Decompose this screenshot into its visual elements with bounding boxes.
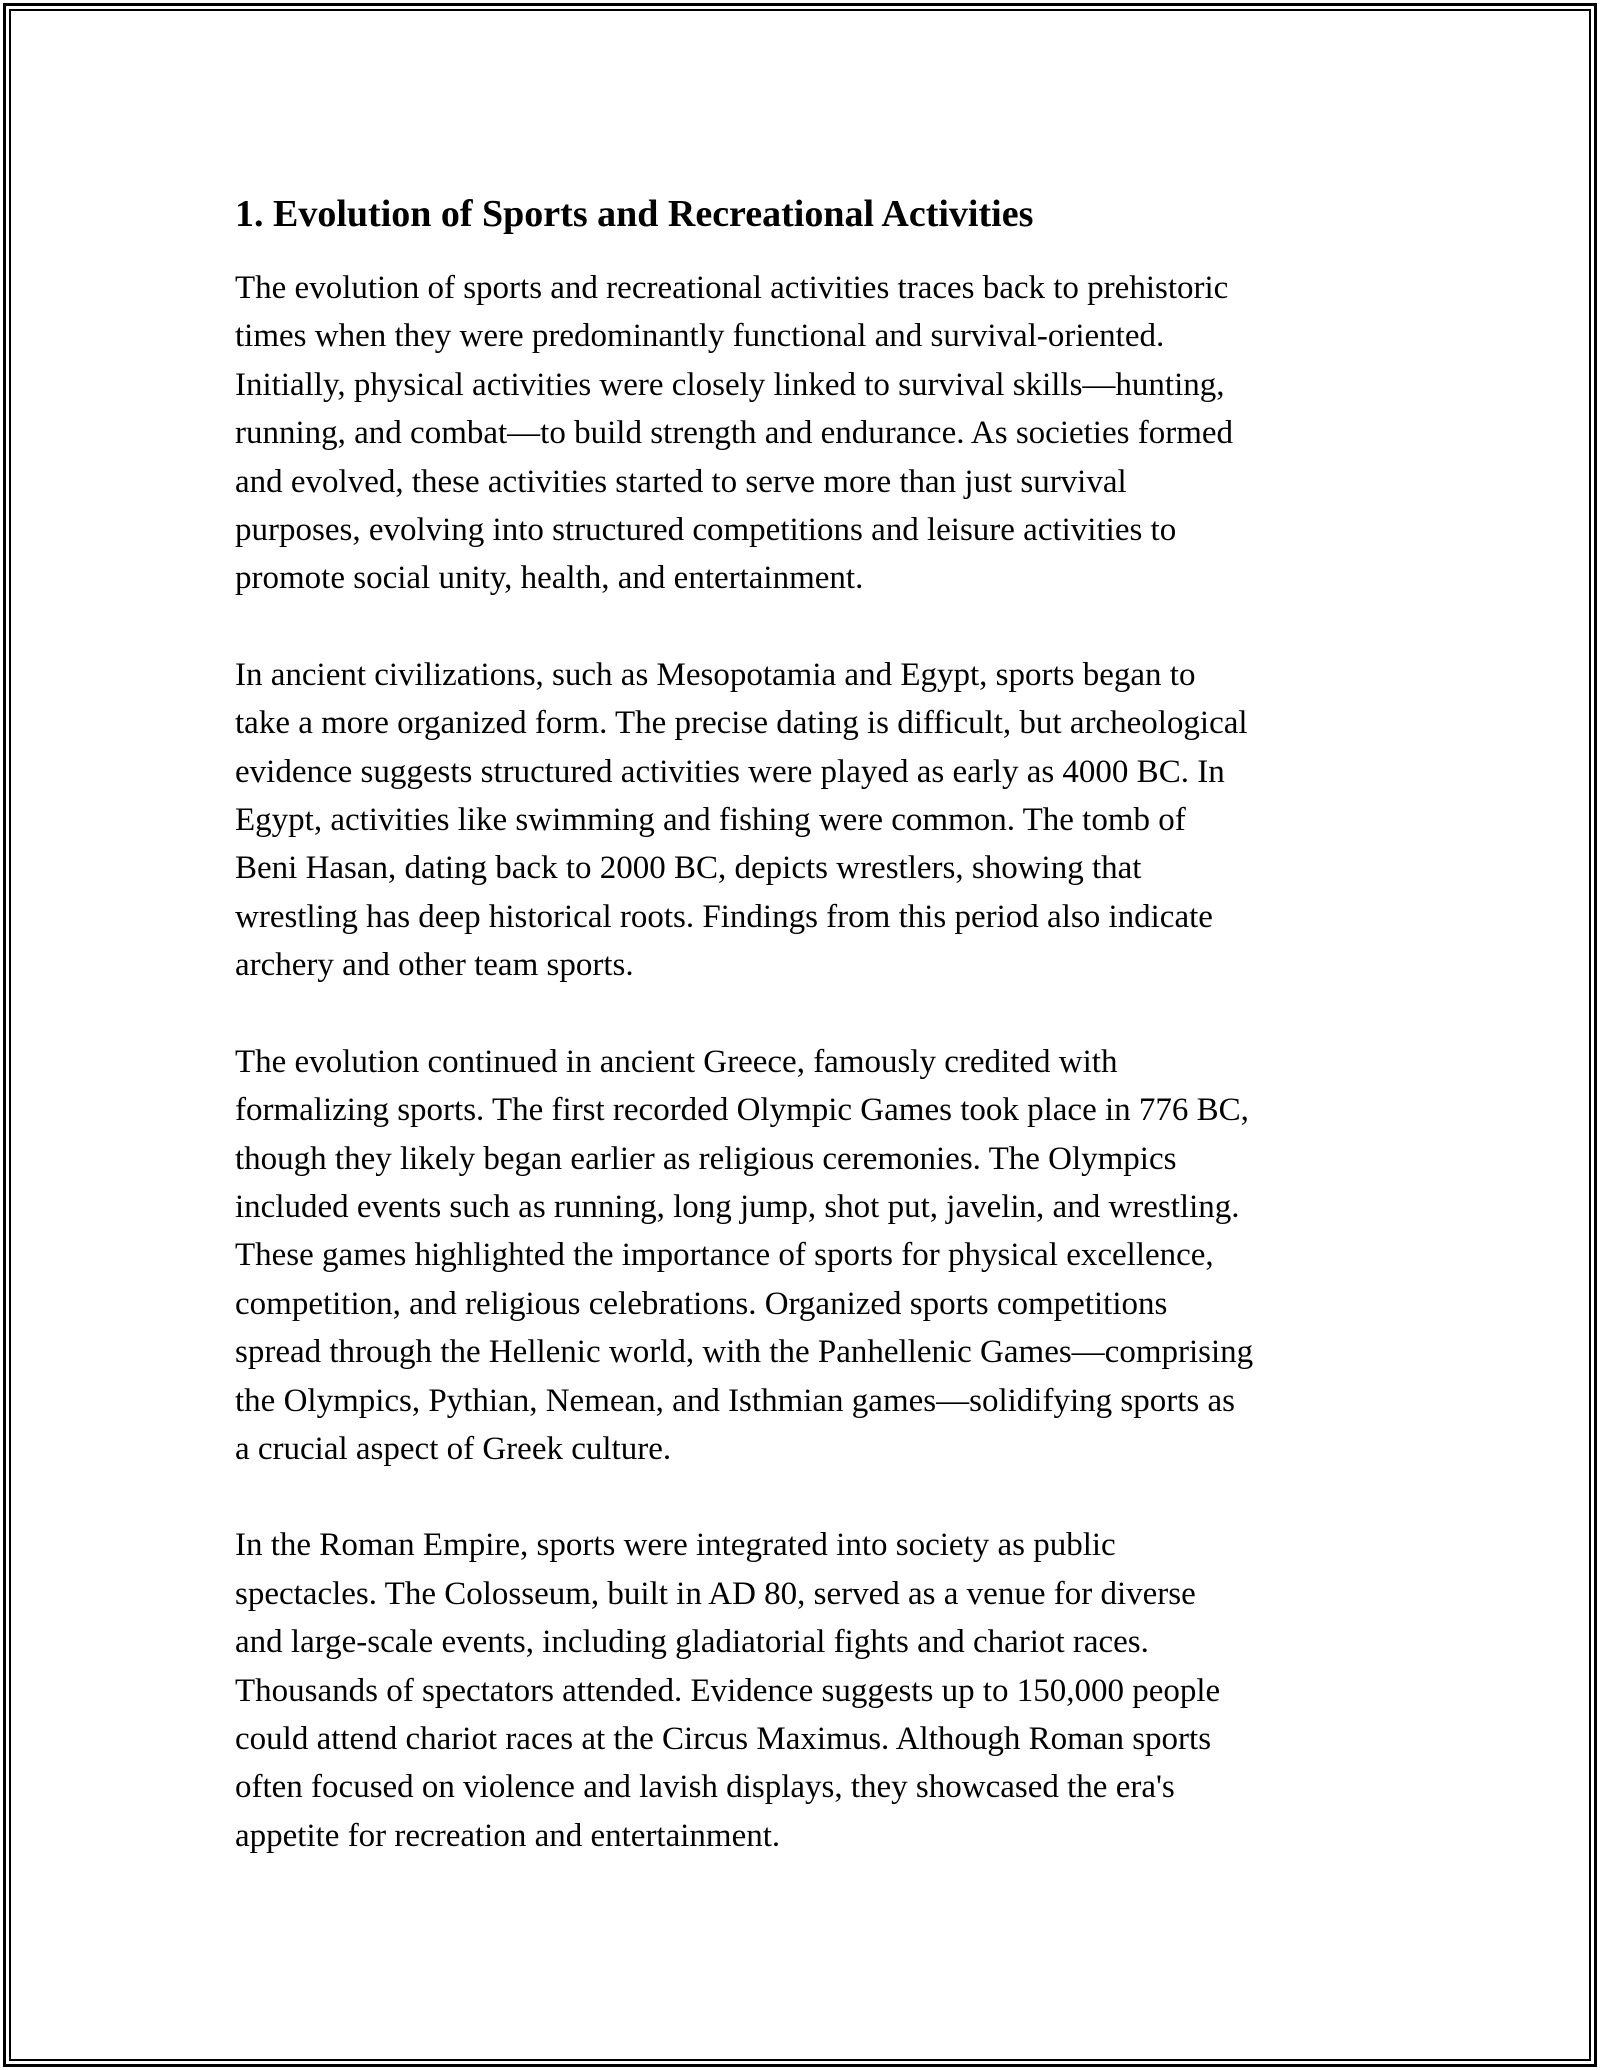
text-line: Initially, physical activities were closely linked to survival skills—hunting, bbox=[235, 366, 1225, 403]
text-line: competition, and religious celebrations. Organized sports competitions bbox=[235, 1285, 1168, 1322]
text-line: take a more organized form. The precise dating is difficult, but archeological bbox=[235, 705, 1248, 742]
text-line: often focused on violence and lavish displays, they showcased the era's bbox=[235, 1769, 1175, 1806]
text-line: wrestling has deep historical roots. Findings from this period also indicate bbox=[235, 898, 1213, 935]
text-line: spectacles. The Colosseum, built in AD 80, served as a venue for diverse bbox=[235, 1575, 1196, 1612]
text-line: The evolution continued in ancient Greece, famously credited with bbox=[235, 1043, 1118, 1080]
text-line: included events such as running, long jump, shot put, javelin, and wrestling. bbox=[235, 1188, 1240, 1225]
text-line: purposes, evolving into structured competitions and leisure activities to bbox=[235, 512, 1177, 549]
text-line: running, and combat—to build strength and endurance. As societies formed bbox=[235, 415, 1234, 452]
text-line: appetite for recreation and entertainment. bbox=[235, 1817, 781, 1854]
text-line: These games highlighted the importance of sports for physical excellence, bbox=[235, 1237, 1214, 1274]
text-line: times when they were predominantly functional and survival-oriented. bbox=[235, 318, 1165, 355]
text-line: In ancient civilizations, such as Mesopotamia and Egypt, sports began to bbox=[235, 656, 1196, 693]
section-title: 1. Evolution of Sports and Recreational Activities bbox=[235, 193, 1034, 235]
text-line: the Olympics, Pythian, Nemean, and Isthmian games—solidifying sports as bbox=[235, 1382, 1235, 1419]
text-line: and evolved, these activities started to serve more than just survival bbox=[235, 463, 1127, 500]
text-line: a crucial aspect of Greek culture. bbox=[235, 1430, 672, 1467]
text-line: though they likely began earlier as religious ceremonies. The Olympics bbox=[235, 1140, 1177, 1177]
text-line: Egypt, activities like swimming and fishing were common. The tomb of bbox=[235, 802, 1186, 839]
paragraph-ancient-greece bbox=[235, 1038, 1375, 1474]
text-line: promote social unity, health, and entertainment. bbox=[235, 560, 864, 597]
paragraph-roman-empire bbox=[235, 1521, 1375, 1860]
text-line: Beni Hasan, dating back to 2000 BC, depicts wrestlers, showing that bbox=[235, 850, 1142, 887]
text-line: Thousands of spectators attended. Evidence suggests up to 150,000 people bbox=[235, 1672, 1221, 1709]
text-line: spread through the Hellenic world, with the Panhellenic Games—comprising bbox=[235, 1334, 1254, 1371]
paragraph-prehistoric bbox=[235, 264, 1375, 603]
document-body bbox=[235, 188, 1375, 1908]
text-line: could attend chariot races at the Circus Maximus. Although Roman sports bbox=[235, 1720, 1212, 1757]
paragraph-ancient-civilizations bbox=[235, 651, 1375, 990]
text-line: In the Roman Empire, sports were integrated into society as public bbox=[235, 1527, 1116, 1564]
text-line: and large-scale events, including gladiatorial fights and chariot races. bbox=[235, 1624, 1149, 1661]
text-line: The evolution of sports and recreational activities traces back to prehistoric bbox=[235, 270, 1229, 306]
text-line: archery and other team sports. bbox=[235, 947, 634, 984]
text-line: formalizing sports. The first recorded Olympic Games took place in 776 BC, bbox=[235, 1092, 1249, 1129]
text-line: evidence suggests structured activities were played as early as 4000 BC. In bbox=[235, 753, 1225, 790]
